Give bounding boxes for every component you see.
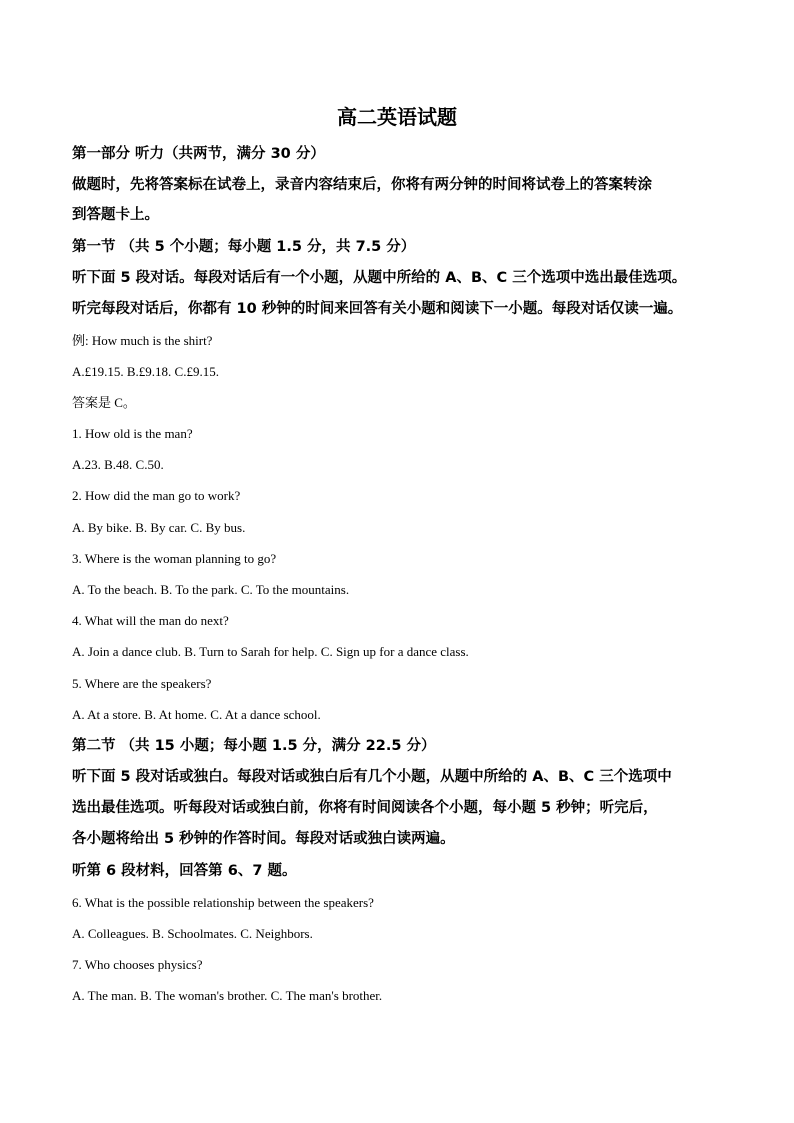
intro-line-1: 做题时，先将答案标在试卷上，录音内容结束后，你将有两分钟的时间将试卷上的答案转涂	[72, 177, 652, 193]
section2-instruction-line-3: 各小题将给出 5 秒钟的作答时间。每段对话或独白读两遍。	[72, 831, 455, 847]
question-4: 4. What will the man do next?	[72, 613, 229, 628]
section1-heading: 第一节 （共 5 个小题；每小题 1.5 分，共 7.5 分）	[72, 239, 416, 255]
section2-instruction-line-1: 听下面 5 段对话或独白。每段对话或独白后有几个小题，从题中所给的 A、B、C 三个选项中	[72, 769, 672, 785]
material-6-heading: 听第 6 段材料，回答第 6、7 题。	[72, 863, 297, 879]
question-1: 1. How old is the man?	[72, 426, 193, 441]
example-question: 例: How much is the shirt?	[72, 333, 213, 348]
question-6-options: A. Colleagues. B. Schoolmates. C. Neighbors.	[72, 926, 313, 941]
page-title: 高二英语试题	[337, 105, 457, 129]
part1-heading: 第一部分 听力（共两节，满分 30 分）	[72, 146, 325, 162]
section2-heading: 第二节 （共 15 小题；每小题 1.5 分，满分 22.5 分）	[72, 738, 436, 754]
question-5: 5. Where are the speakers?	[72, 676, 212, 691]
question-3-options: A. To the beach. B. To the park. C. To the mountains.	[72, 582, 350, 597]
question-2-options: A. By bike. B. By car. C. By bus.	[72, 520, 246, 535]
question-5-options: A. At a store. B. At home. C. At a dance school.	[72, 707, 321, 722]
question-2: 2. How did the man go to work?	[72, 488, 241, 503]
question-7-options: A. The man. B. The woman's brother. C. The man's brother.	[72, 988, 383, 1003]
question-7: 7. Who chooses physics?	[72, 957, 203, 972]
section2-instruction-line-2: 选出最佳选项。听每段对话或独白前，你将有时间阅读各个小题，每小题 5 秒钟；听完后，	[72, 800, 658, 816]
question-6: 6. What is the possible relationship between the speakers?	[72, 895, 374, 910]
question-4-options: A. Join a dance club. B. Turn to Sarah for help. C. Sign up for a dance class.	[72, 644, 469, 659]
question-1-options: A.23. B.48. C.50.	[72, 457, 164, 472]
section1-instruction-line-2: 听完每段对话后，你都有 10 秒钟的时间来回答有关小题和阅读下一小题。每段对话仅读一遍。	[72, 301, 683, 317]
intro-line-2: 到答题卡上。	[72, 207, 159, 223]
example-options: A.£19.15. B.£9.18. C.£9.15.	[72, 364, 219, 379]
question-3: 3. Where is the woman planning to go?	[72, 551, 277, 566]
section1-instruction-line-1: 听下面 5 段对话。每段对话后有一个小题，从题中所给的 A、B、C 三个选项中选出最佳选项。	[72, 270, 687, 286]
example-answer: 答案是 C。	[72, 395, 136, 410]
